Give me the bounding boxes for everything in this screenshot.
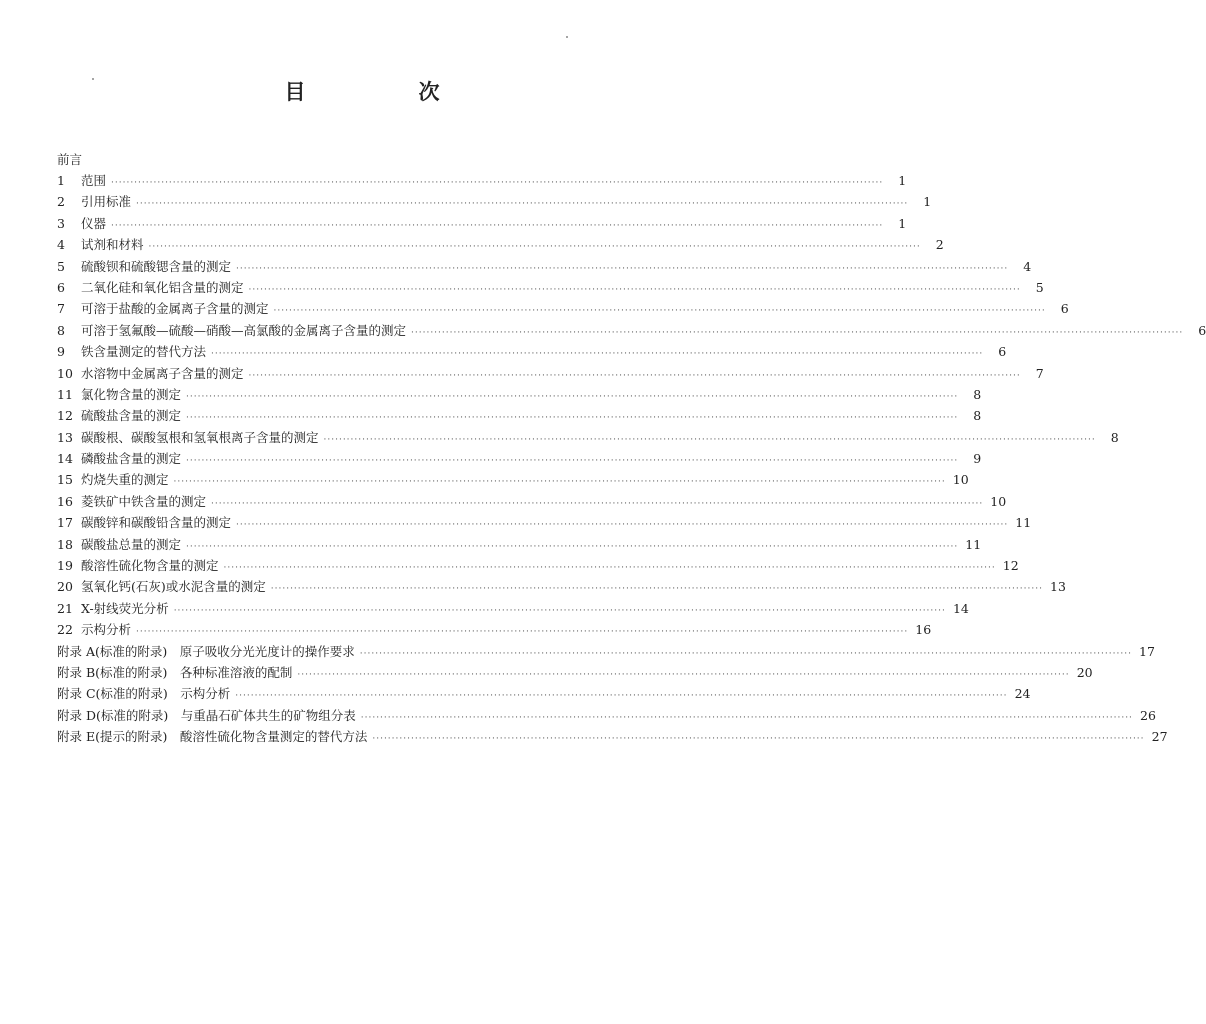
- toc-entry-title: 范围: [81, 173, 107, 188]
- toc-leader-dots: ········································································································································································································: [186, 391, 959, 402]
- toc-entry-page-number: 12: [1002, 558, 1019, 574]
- toc-leader-dots: ········································································································································································································: [359, 648, 1132, 659]
- toc-entry-number: 6: [57, 279, 65, 295]
- toc-entry-title: 附录 C(标准的附录) 示构分析: [57, 686, 231, 702]
- toc-entry-page-number: 20: [1076, 664, 1093, 680]
- toc-entry[interactable]: [57, 191, 932, 212]
- toc-entry-number: 9: [57, 344, 65, 360]
- toc-entry[interactable]: [57, 576, 1066, 597]
- toc-entry-page-number: 1: [898, 173, 907, 188]
- toc-entry-title: 附录 A(标准的附录) 原子吸收分光光度计的操作要求: [57, 643, 355, 659]
- toc-leader-dots: ········································································································································································································: [323, 434, 1096, 445]
- toc-entry-title: 氯化物含量的测定: [81, 386, 182, 402]
- toc-entry-title: 可溶于氢氟酸—硫酸—硝酸—高氯酸的金属离子含量的测定: [81, 322, 407, 338]
- toc-entry-page-number: 17: [1139, 643, 1155, 659]
- toc-entry-page-number: 10: [952, 472, 969, 488]
- toc-entry-title: 酸溶性硫化物含量的测定: [81, 558, 219, 574]
- toc-entry[interactable]: [57, 683, 1031, 704]
- toc-entry-number: 18: [57, 536, 73, 552]
- toc-entry-number: 1: [57, 173, 65, 188]
- table-of-contents: [57, 149, 1206, 748]
- toc-leader-dots: ········································································································································································································: [111, 178, 884, 188]
- toc-entry-page-number: 4: [1023, 258, 1032, 274]
- toc-entry-number: 3: [57, 215, 65, 231]
- toc-entry-number: 16: [57, 493, 73, 509]
- toc-entry-title: 硫酸盐含量的测定: [81, 408, 182, 424]
- toc-entry[interactable]: [57, 427, 1119, 448]
- page-title: 目 次: [284, 80, 486, 104]
- toc-entry-title: 仪器: [81, 215, 107, 231]
- toc-entry-title: 附录 B(标准的附录) 各种标准溶液的配制: [57, 664, 293, 680]
- toc-leader-dots: ········································································································································································································: [173, 605, 946, 616]
- toc-entry-page-number: 27: [1151, 729, 1168, 745]
- toc-entry-page-number: 6: [1060, 301, 1069, 317]
- toc-leader-dots: ········································································································································································································: [186, 413, 959, 424]
- toc-entry-number: 5: [57, 258, 65, 274]
- toc-entry-number: 19: [57, 558, 73, 574]
- toc-leader-dots: ········································································································································································································: [372, 734, 1145, 745]
- toc-entry-title: 示构分析: [81, 622, 132, 638]
- toc-entry-title: X-射线荧光分析: [81, 600, 169, 616]
- toc-leader-dots: ········································································································································································································: [273, 306, 1046, 317]
- toc-entry-title: 附录 D(标准的附录) 与重晶石矿体共生的矿物组分表: [57, 707, 356, 723]
- toc-entry-title: 引用标准: [81, 194, 132, 210]
- toc-leader-dots: ········································································································································································································: [211, 349, 984, 360]
- toc-entry[interactable]: [57, 298, 1069, 319]
- toc-entry[interactable]: [57, 555, 1019, 576]
- toc-entry-page-number: 1: [898, 215, 907, 231]
- toc-entry-title: 附录 E(提示的附录) 酸溶性硫化物含量测定的替代方法: [57, 729, 368, 745]
- toc-leader-dots: ········································································································································································································: [223, 563, 996, 574]
- toc-entry-page-number: 16: [915, 622, 932, 638]
- toc-entry-number: 21: [57, 600, 73, 616]
- toc-entry-number: 12: [57, 408, 73, 424]
- toc-entry-page-number: 6: [1198, 322, 1206, 338]
- toc-entry-title: 二氧化硅和氧化铝含量的测定: [81, 279, 244, 295]
- toc-entry-page-number: 14: [952, 600, 969, 616]
- toc-leader-dots: ········································································································································································································: [186, 456, 959, 467]
- toc-entry-title: 氢氧化钙(石灰)或水泥含量的测定: [81, 579, 266, 595]
- scan-speck: [92, 78, 94, 80]
- toc-entry-title: 可溶于盐酸的金属离子含量的测定: [81, 301, 269, 317]
- toc-entry-number: 11: [57, 386, 73, 402]
- toc-entry[interactable]: [57, 320, 1206, 341]
- toc-leader-dots: ········································································································································································································: [236, 263, 1009, 274]
- toc-entry[interactable]: [57, 598, 969, 619]
- toc-entry[interactable]: [57, 534, 982, 555]
- toc-entry-number: 8: [57, 322, 65, 338]
- scan-speck: [566, 36, 568, 38]
- toc-entry-number: 15: [57, 472, 73, 488]
- toc-leader-dots: ········································································································································································································: [360, 712, 1133, 723]
- toc-leader-dots: ········································································································································································································: [235, 691, 1008, 702]
- toc-leader-dots: ········································································································································································································: [211, 498, 984, 509]
- toc-entry[interactable]: [57, 234, 944, 255]
- toc-leader-dots: ········································································································································································································: [248, 370, 1021, 381]
- toc-entry-number: 20: [57, 579, 73, 595]
- toc-entry[interactable]: [57, 363, 1044, 384]
- toc-entry[interactable]: [57, 170, 907, 191]
- toc-leader-dots: ········································································································································································································: [186, 541, 959, 552]
- toc-entry-page-number: 9: [973, 451, 982, 467]
- toc-entry-page-number: 6: [998, 344, 1007, 360]
- toc-leader-dots: ········································································································································································································: [411, 327, 1184, 338]
- toc-leader-dots: ········································································································································································································: [173, 477, 946, 488]
- toc-entry[interactable]: [57, 469, 969, 490]
- toc-entry-title: 前言: [57, 152, 83, 167]
- toc-entry[interactable]: [57, 149, 680, 170]
- toc-entry-page-number: 11: [1015, 515, 1032, 531]
- toc-entry[interactable]: [57, 256, 1032, 277]
- toc-leader-dots: ········································································································································································································: [297, 669, 1070, 680]
- toc-entry-number: 13: [57, 429, 73, 445]
- toc-entry[interactable]: [57, 641, 1155, 662]
- toc-entry[interactable]: [57, 384, 982, 405]
- toc-leader-dots: ········································································································································································································: [248, 284, 1021, 295]
- toc-entry-page-number: 24: [1014, 686, 1031, 702]
- toc-entry[interactable]: [57, 405, 982, 426]
- toc-entry-page-number: 1: [923, 194, 932, 210]
- toc-leader-dots: ········································································································································································································: [136, 627, 909, 638]
- toc-entry-page-number: 10: [990, 493, 1007, 509]
- toc-entry[interactable]: [57, 726, 1168, 747]
- toc-leader-dots: ········································································································································································································: [111, 220, 884, 231]
- toc-entry-number: 17: [57, 515, 73, 531]
- toc-entry-number: 14: [57, 451, 73, 467]
- toc-entry-number: 22: [57, 622, 73, 638]
- toc-entry-page-number: 8: [973, 386, 982, 402]
- toc-entry[interactable]: [57, 512, 1032, 533]
- toc-entry-page-number: 5: [1035, 279, 1044, 295]
- toc-entry-page-number: 7: [1035, 365, 1044, 381]
- toc-entry-number: 10: [57, 365, 73, 381]
- toc-entry-title: 硫酸钡和硫酸锶含量的测定: [81, 258, 232, 274]
- toc-entry[interactable]: [57, 277, 1044, 298]
- toc-entry-title: 碳酸根、碳酸氢根和氢氧根离子含量的测定: [81, 429, 319, 445]
- toc-entry-title: 菱铁矿中铁含量的测定: [81, 493, 207, 509]
- toc-entry-number: 7: [57, 301, 65, 317]
- toc-entry-page-number: 8: [973, 408, 982, 424]
- toc-entry-title: 铁含量测定的替代方法: [81, 344, 207, 360]
- toc-entry-page-number: 13: [1050, 579, 1066, 595]
- toc-entry[interactable]: [57, 213, 907, 234]
- toc-entry-title: 磷酸盐含量的测定: [81, 451, 182, 467]
- toc-entry-page-number: 11: [965, 536, 982, 552]
- toc-entry[interactable]: [57, 705, 1156, 726]
- toc-entry[interactable]: [57, 341, 1007, 362]
- toc-entry-number: 2: [57, 194, 65, 210]
- toc-entry-title: 碳酸锌和碳酸铅含量的测定: [81, 515, 232, 531]
- toc-entry[interactable]: [57, 448, 982, 469]
- toc-entry-page-number: 2: [935, 237, 944, 253]
- toc-leader-dots: ········································································································································································································: [148, 242, 921, 253]
- toc-leader-dots: ········································································································································································································: [236, 520, 1009, 531]
- toc-entry-title: 灼烧失重的测定: [81, 472, 169, 488]
- toc-entry-title: 试剂和材料: [81, 237, 144, 253]
- toc-entry[interactable]: [57, 491, 1007, 512]
- toc-entry[interactable]: [57, 662, 1093, 683]
- toc-entry-page-number: 26: [1140, 707, 1156, 723]
- toc-entry-title: 碳酸盐总量的测定: [81, 536, 182, 552]
- toc-entry-number: 4: [57, 237, 65, 253]
- toc-leader-dots: ········································································································································································································: [136, 199, 909, 210]
- toc-leader-dots: ········································································································································································································: [270, 584, 1043, 595]
- toc-entry[interactable]: [57, 619, 932, 640]
- toc-entry-page-number: 8: [1110, 429, 1119, 445]
- toc-entry-title: 水溶物中金属离子含量的测定: [81, 365, 244, 381]
